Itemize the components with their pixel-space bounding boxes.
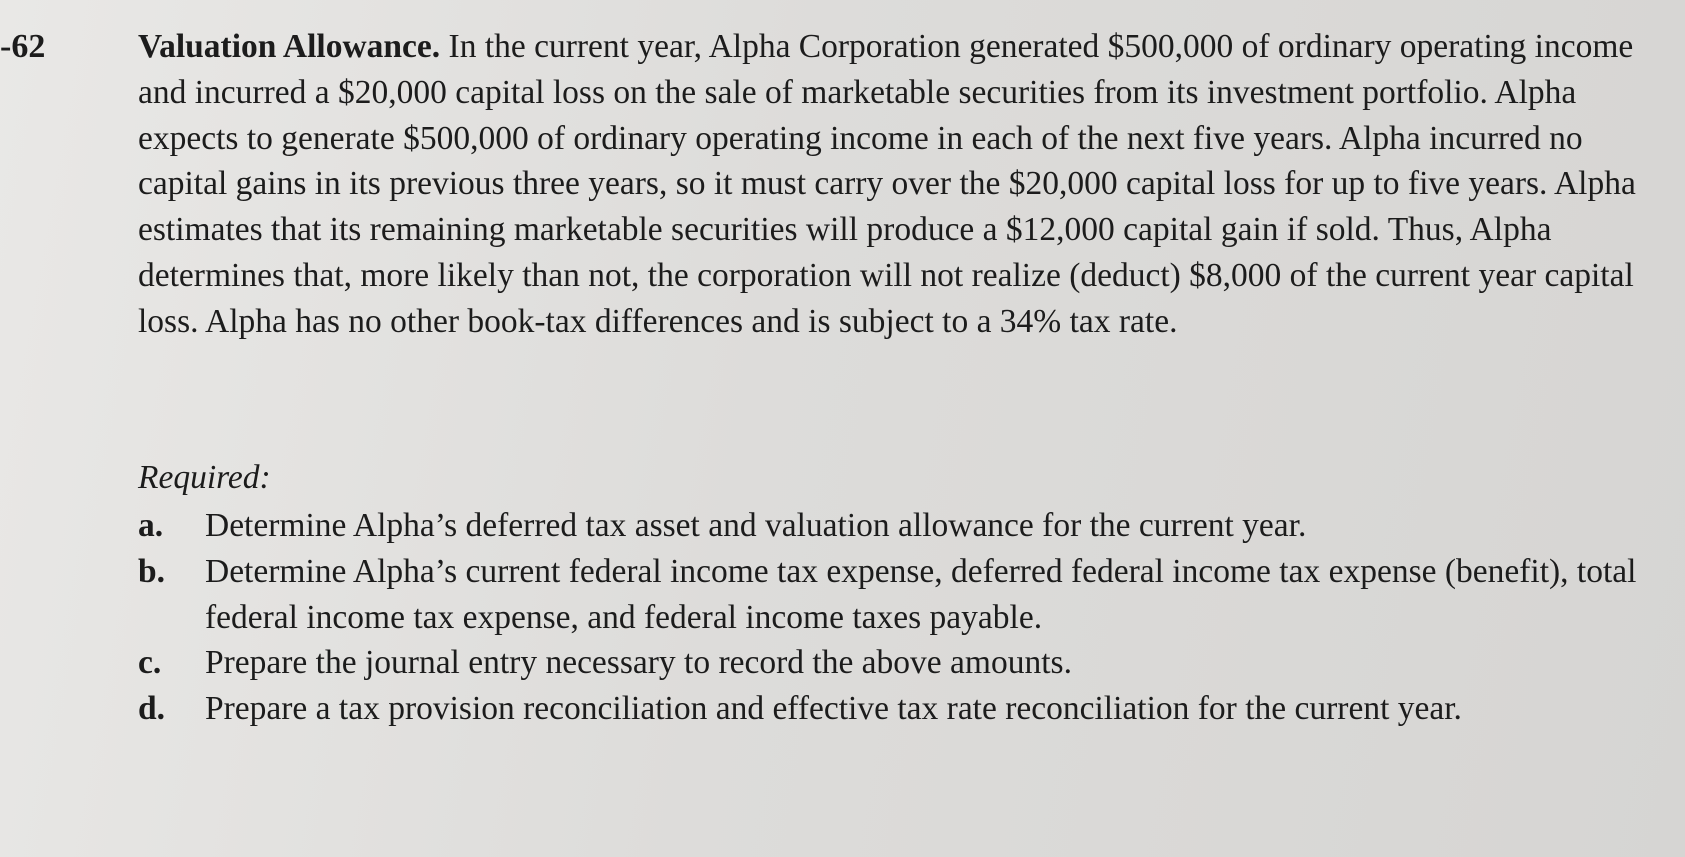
required-item-letter: a.: [138, 507, 164, 544]
problem-paragraph: [138, 24, 1658, 345]
required-item-letter: b.: [138, 552, 166, 590]
required-heading: Required:: [138, 459, 271, 496]
required-item-c: [138, 640, 1658, 686]
required-item-letter: d.: [138, 690, 166, 728]
required-item-d: [138, 686, 1658, 732]
required-item-text: Prepare a tax provision reconciliation and effective tax rate reconciliation for the current year.: [205, 690, 1462, 728]
required-list: [138, 503, 1658, 732]
required-item-a: [138, 503, 1658, 549]
required-item-text: Prepare the journal entry necessary to record the above amounts.: [205, 644, 1072, 682]
required-item-letter: c.: [138, 644, 162, 682]
problem-title: Valuation Allowance.: [138, 28, 441, 65]
required-item-text: Determine Alpha’s current federal income tax expense, deferred federal income tax expense (benefit), total federal income tax expense, and federal income taxes payable.: [205, 552, 1637, 636]
problem-text: In the current year, Alpha Corporation generated $500,000 of ordinary operating income and incurred a $20,000 capital loss on the sale of marketable securities from its investment portfolio. Alpha expects to generate $500,000 of ordinary operating income in each of the next five years. Alpha incurred no capital gains in its previous three years, so it must carry over the $20,000 capital loss for up to five years. Alpha estimates that its remaining marketable securities will produce a $12,000 capital gain if sold. Thus, Alpha determines that, more likely than not, the corporation will not realize (deduct) $8,000 of the current year capital loss. Alpha has no other book-tax differences and is subject to a 34% tax rate.: [138, 28, 1636, 340]
required-item-text: Determine Alpha’s deferred tax asset and valuation allowance for the current year.: [205, 507, 1307, 544]
required-item-b: [138, 549, 1658, 641]
problem-number: -62: [0, 28, 46, 65]
